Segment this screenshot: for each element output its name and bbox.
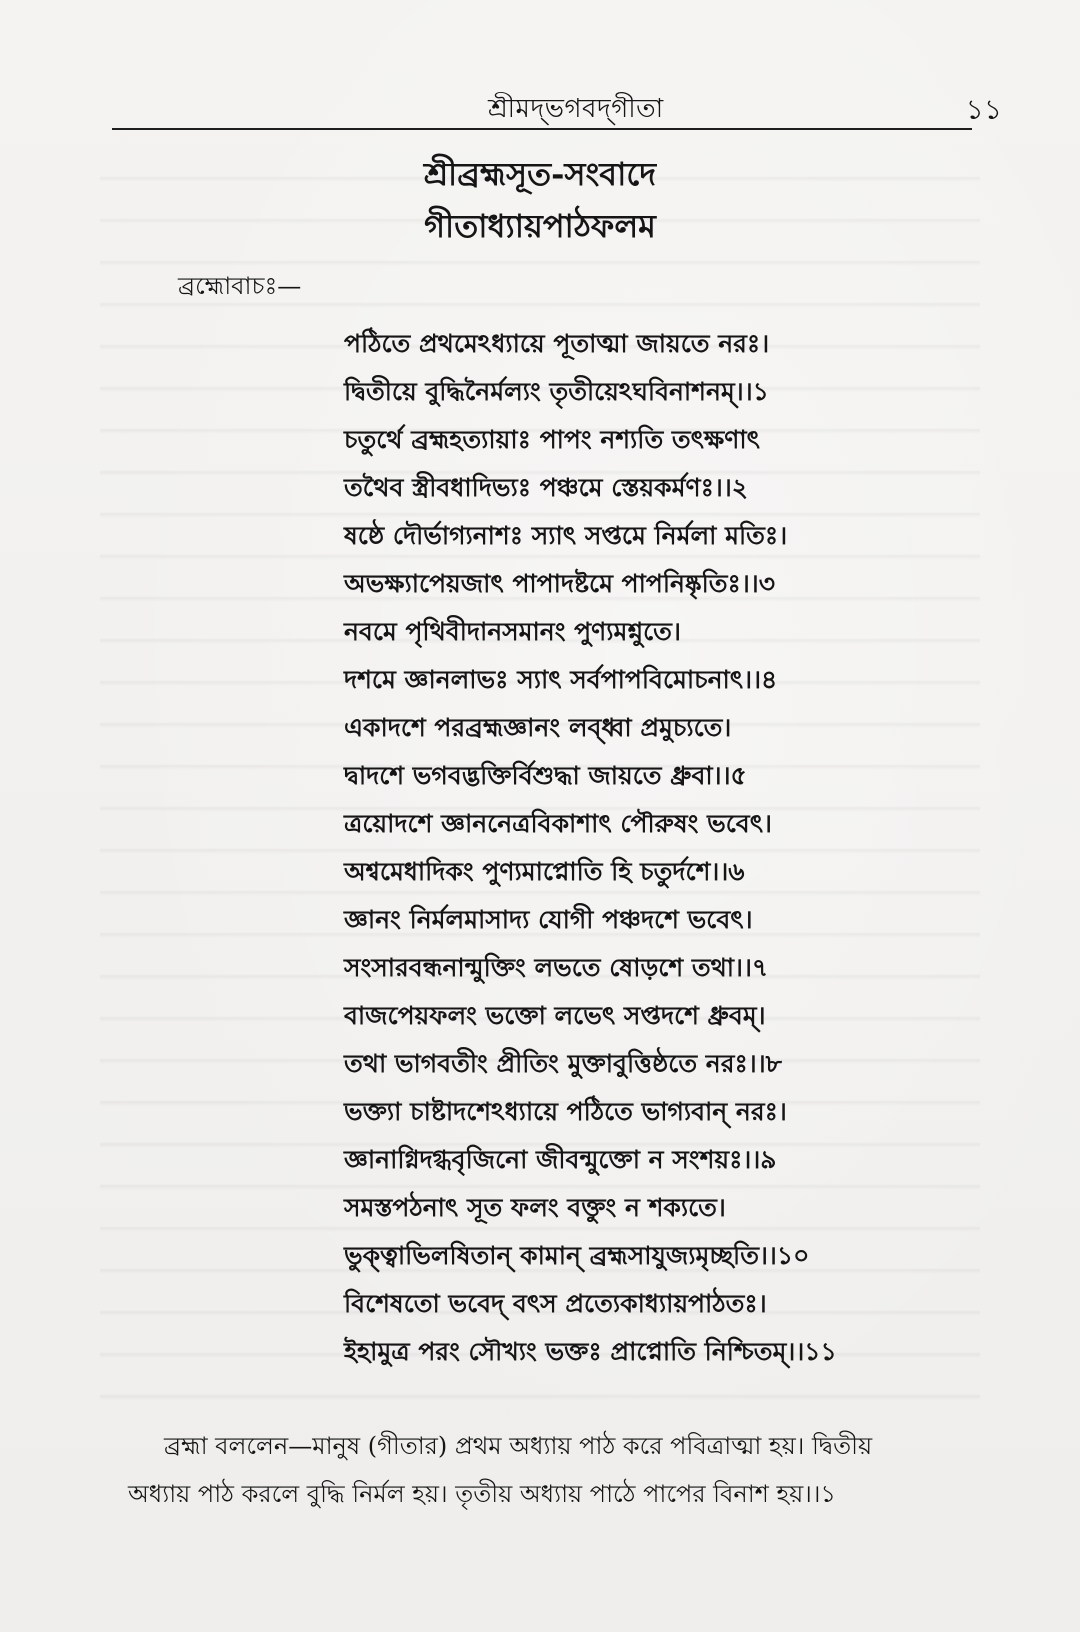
header-rule (112, 128, 972, 130)
running-title: শ্রীমদ্‌ভগবদ্‌গীতা (488, 94, 664, 124)
verse-line: তথা ভাগবতীং প্রীতিং মুক্তাবুত্তিষ্ঠতে নরঃ।।৮ (344, 1049, 782, 1078)
verse-line: চতুর্থে ব্রহ্মহত্যায়াঃ পাপং নশ্যতি তৎক্ষণাৎ (344, 425, 761, 454)
heading-line-1: শ্রীব্রহ্মসূত-সংবাদে (423, 155, 657, 193)
verse-line: ভুক্ত্বাভিলষিতান্ কামান্ ব্রহ্মসাযুজ্যমৃচ্ছতি।।১০ (344, 1241, 810, 1270)
translation-line-2: অধ্যায় পাঠ করলে বুদ্ধি নির্মল হয়। তৃতীয় অধ্যায় পাঠে পাপের বিনাশ হয়।।১ (128, 1480, 836, 1508)
verse-line: বাজপেয়ফলং ভক্তো লভেৎ সপ্তদশে ধ্রুবম্। (344, 1001, 766, 1030)
verse-line: সমস্তপঠনাৎ সূত ফলং বক্তুং ন শক্যতে। (344, 1193, 726, 1222)
verse-line: পঠিতে প্রথমেঽধ্যায়ে পূতাত্মা জায়তে নরঃ। (344, 329, 770, 358)
translation-paragraph (128, 1422, 1004, 1518)
verse-line: একাদশে পরব্রহ্মজ্ঞানং লব্ধ্বা প্রমুচ্যতে। (344, 713, 732, 742)
page-number: ১১ (965, 93, 1002, 126)
verse-list (344, 320, 1034, 1376)
verse-line: ষষ্ঠে দৌর্ভাগ্যনাশঃ স্যাৎ সপ্তমে নির্মলা মতিঃ। (344, 521, 788, 550)
verse-line: ইহামুত্র পরং সৌখ্যং ভক্তঃ প্রাপ্নোতি নিশ্চিতম্।।১১ (344, 1337, 837, 1366)
verse-line: তথৈব স্ত্রীবধাদিভ্যঃ পঞ্চমে স্তেয়কর্মণঃ।।২ (344, 473, 749, 502)
section-heading (0, 148, 1080, 252)
verse-line: ভক্ত্যা চাষ্টাদশেঽধ্যায়ে পঠিতে ভাগ্যবান্ নরঃ। (344, 1097, 787, 1126)
verse-line: জ্ঞানাগ্নিদগ্ধবৃজিনো জীবন্মুক্তো ন সংশয়ঃ।।৯ (344, 1145, 777, 1174)
verse-line: দ্বিতীয়ে বুদ্ধিনৈর্মল্যং তৃতীয়েঽঘবিনাশনম্।।১ (344, 377, 769, 406)
verse-line: নবমে পৃথিবীদানসমানং পুণ্যমশ্নুতে। (344, 617, 681, 646)
verse-line: সংসারবন্ধনান্মুক্তিং লভতে ষোড়শে তথা।।৭ (344, 953, 769, 982)
heading-line-2: গীতাধ্যায়পাঠফলম (424, 207, 656, 245)
verse-line: অভক্ষ্যাপেয়জাৎ পাপাদষ্টমে পাপনিষ্কৃতিঃ।।৩ (344, 569, 775, 598)
verse-line: দ্বাদশে ভগবদ্ভক্তির্বিশুদ্ধা জায়তে ধ্রুবা।।৫ (344, 761, 747, 790)
translation-line-1: ব্রহ্মা বললেন—মানুষ (গীতার) প্রথম অধ্যায় পাঠ করে পবিত্রাত্মা হয়। দ্বিতীয় (164, 1432, 873, 1460)
speaker-label: ব্রহ্মোবাচঃ— (178, 272, 302, 300)
verse-line: অশ্বমেধাদিকং পুণ্যমাপ্নোতি হি চতুর্দশে।।৬ (344, 857, 745, 886)
verse-line: বিশেষতো ভবেদ্ বৎস প্রত্যেকাধ্যায়পাঠতঃ। (344, 1289, 767, 1318)
verse-line: দশমে জ্ঞানলাভঃ স্যাৎ সর্বপাপবিমোচনাৎ।।৪ (344, 665, 778, 694)
running-header (0, 88, 1080, 124)
verse-line: জ্ঞানং নির্মলমাসাদ্য যোগী পঞ্চদশে ভবেৎ। (344, 905, 753, 934)
verse-line: ত্রয়োদশে জ্ঞাননেত্রবিকাশাৎ পৌরুষং ভবেৎ। (344, 809, 772, 838)
